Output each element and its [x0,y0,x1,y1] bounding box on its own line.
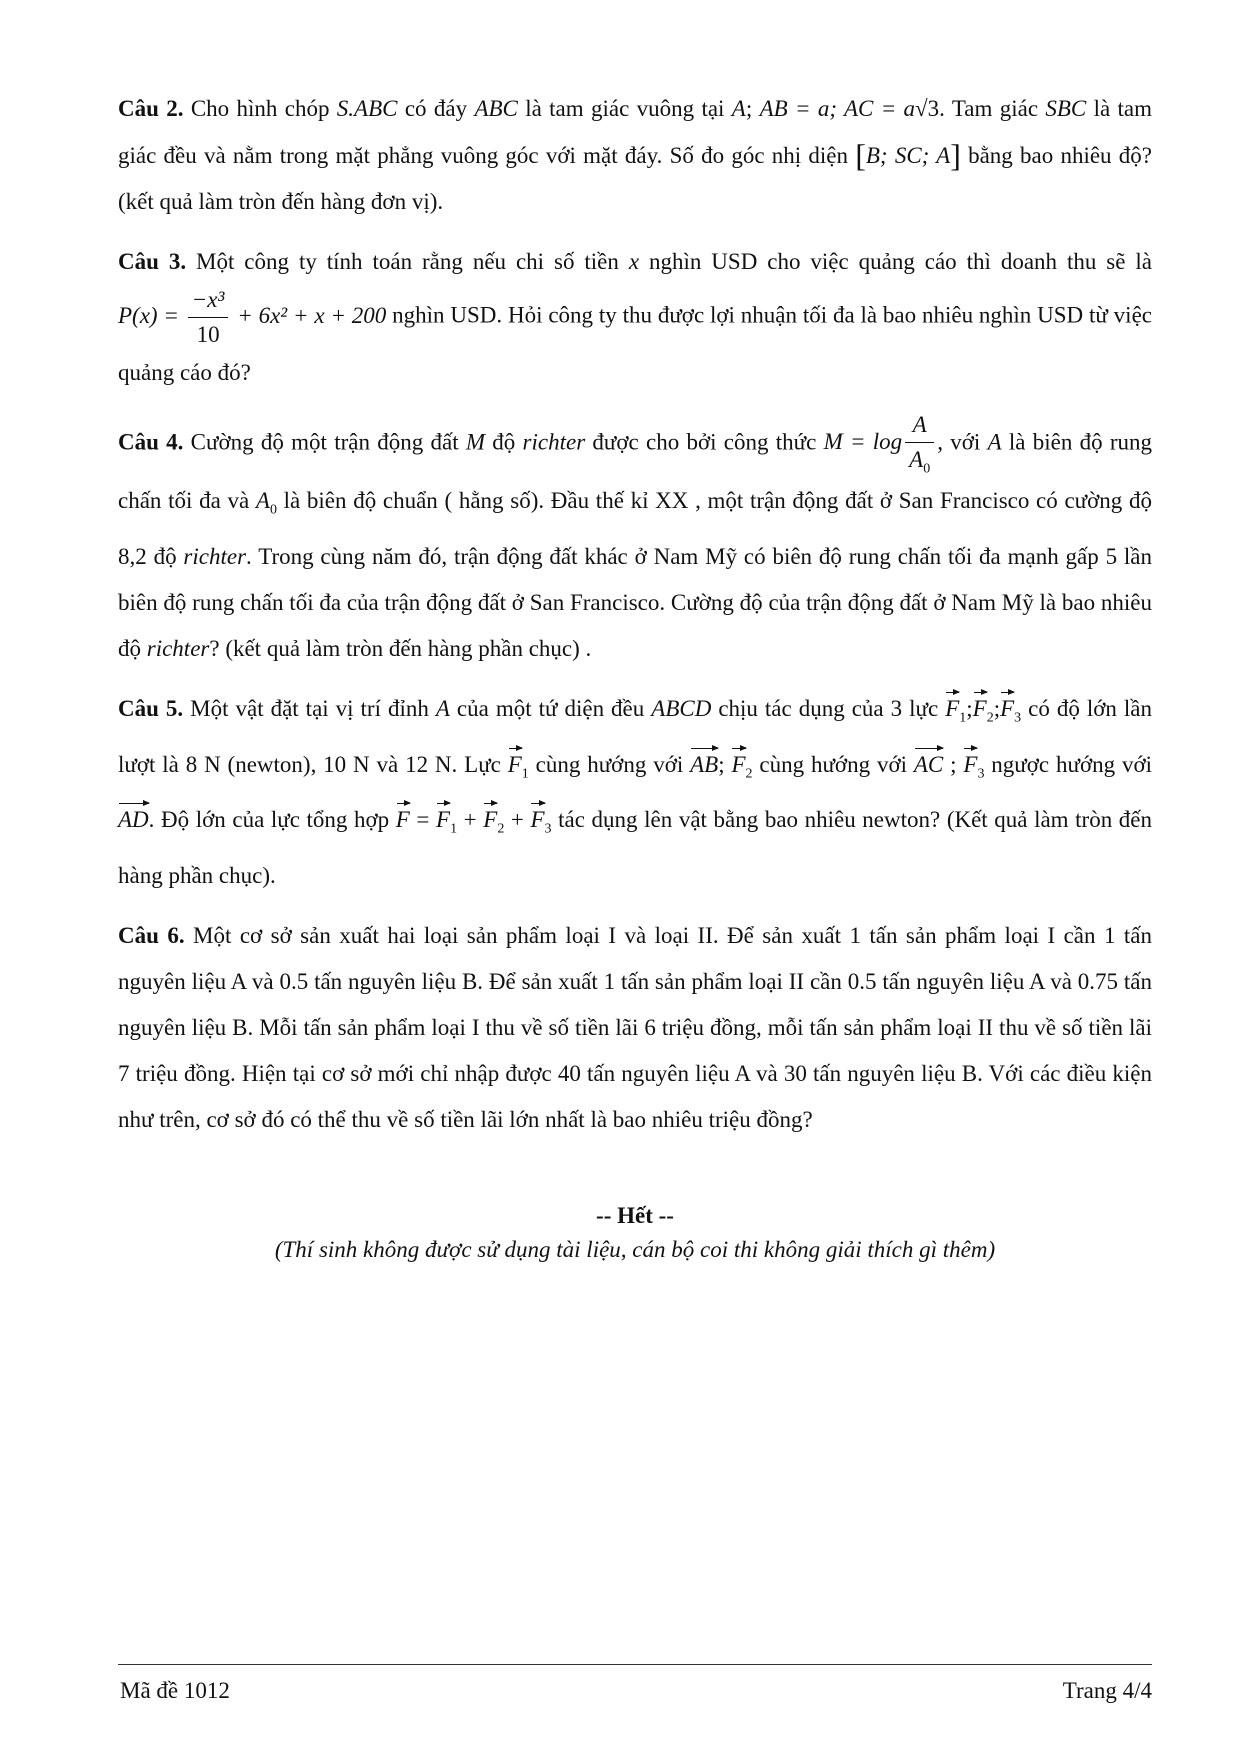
question-4: Câu 4. Cường độ một trận động đất M độ richter được cho bởi công thức M = log $\frac{A}{A_0}$ , với A là biên độ rung chấn tối đa và $A_0$ là biên độ chuẩn ( hằng số). Đầu thế kỉ XX , một trận động đất ở San Francisco có cường độ 8,2 độ richter. Trong cùng năm đó, trận động đất khác ở Nam Mỹ có biên độ rung chấn tối đa mạnh gấp 5 lần biên độ rung chấn tối đa của trận động đất ở San Francisco. Cường độ của trận động đất ở Nam Mỹ là bao nhiêu độ richter? (kết quả làm tròn đến hàng phần chục) . [118,411,1153,662]
richter-formula: M = log $\frac{A}{A_0}$ [824,429,938,454]
page-number: Trang 4/4 [1062,1678,1152,1703]
question-label: Câu 3. [118,249,187,274]
question-label: Câu 6. [118,922,185,948]
end-section [118,1199,1152,1267]
question-label: Câu 5. [118,696,184,722]
exam-code: Mã đề 1012 [120,1678,230,1703]
fraction: $\frac{\text{−x³}}{10}$ [188,285,229,350]
question-label: Câu 4. [118,429,184,455]
resultant-force: $F = F_1 + F_2 + F_3$ [396,807,552,832]
fraction: $\frac{A}{A_0}$ [905,410,934,479]
profit-function: P(x) = $\frac{\text{−x³}}{10}$ + 6x² + x + 200 [118,303,386,328]
question-3: Câu 3. Một công ty tính toán rằng nếu chi số tiền x nghìn USD cho việc quảng cáo thì doanh thu sẽ là P(x) = $\frac{\text{−x³}}{10}$ + 6x² + x + 200 nghìn USD. Hỏi công ty thu được lợi nhuận tối đa là bao nhiêu nghìn USD từ việc quảng cáo đó? [118,249,1152,385]
footer-divider [118,1664,1152,1665]
end-note: (Thí sinh không được sử dụng tài liệu, cán bộ coi thi không giải thích gì thêm) [274,1236,996,1262]
question-5: Câu 5. Một vật đặt tại vị trí đỉnh A của một tứ diện đều ABCD chịu tác dụng của 3 lực $F_1;F_2;F_3$ có độ lớn lần lượt là 8 N (newton), 10 N và 12 N. Lực $F_1$ cùng hướng với AB; $F_2$ cùng hướng với AC ; $F_3$ ngược hướng với AD. Độ lớn của lực tổng hợp $F = F_1 + F_2 + F_3$ tác dụng lên vật bằng bao nhiêu newton? (Kết quả làm tròn đến hàng phần chục). [118,686,1152,899]
force-vectors: $F_1;F_2;F_3$ [945,696,1021,721]
question-6: Câu 6. Một cơ sở sản xuất hai loại sản phẩm loại I và loại II. Để sản xuất 1 tấn sản phẩm loại I cần 1 tấn nguyên liệu A và 0.5 tấn nguyên liệu B. Để sản xuất 1 tấn sản phẩm loại II cần 0.5 tấn nguyên liệu A và 0.75 tấn nguyên liệu B. Mỗi tấn sản phẩm loại I thu về số tiền lãi 6 triệu đồng, mỗi tấn sản phẩm loại II thu về số tiền lãi 7 triệu đồng. Hiện tại cơ sở mới chỉ nhập được 40 tấn nguyên liệu A và 30 tấn nguyên liệu B. Với các điều kiện như trên, cơ sở đó có thể thu về số tiền lãi lớn nhất là bao nhiêu triệu đồng? [118,922,1152,1132]
question-2: Câu 2. Cho hình chóp S.ABC có đáy ABC là tam giác vuông tại A; AB = a; AC = a√3. Tam giác SBC là tam giác đều và nằm trong mặt phẳng vuông góc với mặt đáy. Số đo góc nhị diện [B; SC; A] bằng bao nhiêu độ? (kết quả làm tròn đến hàng đơn vị). [118,96,1153,214]
question-label: Câu 2. [118,96,184,121]
end-title: -- Hết -- [596,1202,674,1228]
document-body [118,86,1152,1267]
